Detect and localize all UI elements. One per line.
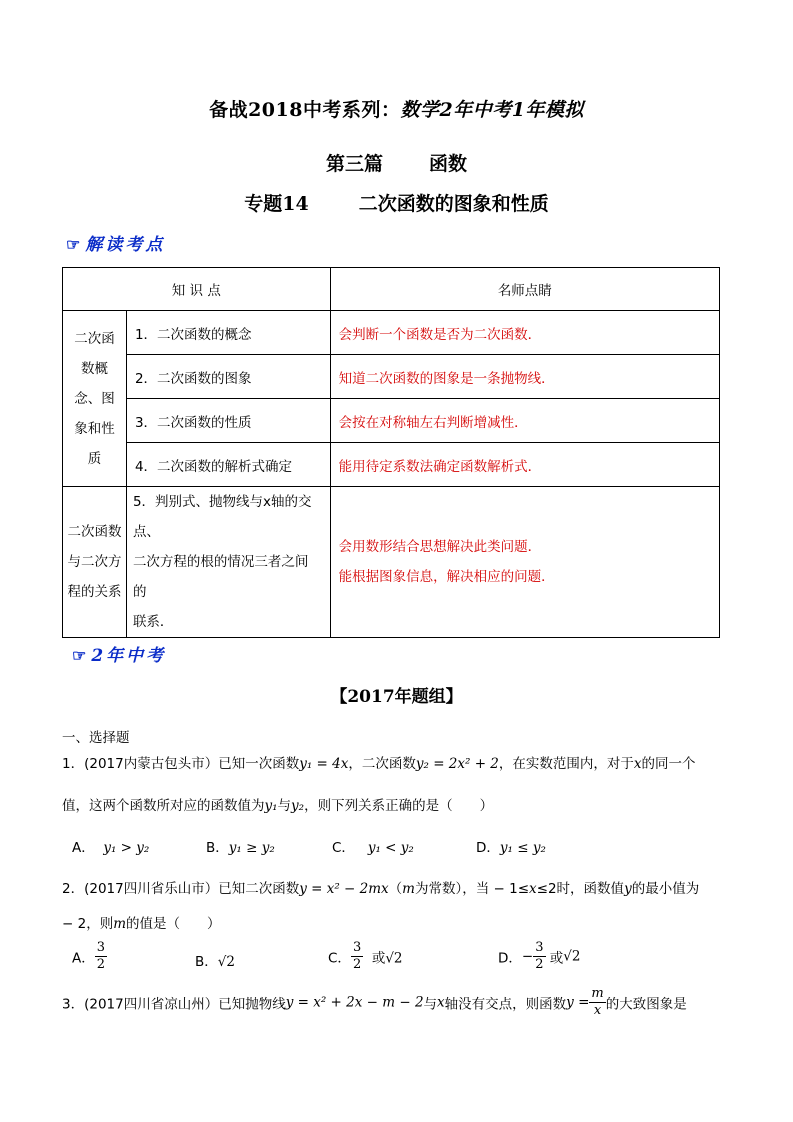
knowledge-point: 4．二次函数的解析式确定 [126,443,330,487]
table-row [63,487,720,638]
header-teacher-tips: 名师点睛 [330,268,719,311]
section-label: 2年中考 [91,646,167,666]
pointing-hand-icon: ☞ [66,235,84,254]
topic-number: 专题14 [244,193,309,215]
teacher-tip: 会用数形结合思想解决此类问题． 能根据图象信息，解决相应的问题． [330,487,719,638]
title-main: 备战2018中考系列： [209,99,401,121]
option-a[interactable]: A． y₁ > y₂ [72,840,150,856]
topic-name: 二次函数的图象和性质 [358,193,549,215]
table-row [63,355,720,399]
topic-heading [0,189,793,216]
section-interpret-points [66,230,165,255]
knowledge-point: 5．判别式、抛物线与x轴的交点、 二次方程的根的情况三者之间的 联系． [126,487,330,638]
group-title: 【2017年题组】 [330,687,463,707]
knowledge-point: 1．二次函数的概念 [126,311,330,355]
knowledge-point: 3．二次函数的性质 [126,399,330,443]
section-two-years-exam [72,641,166,666]
section-label: 解读考点 [85,235,166,255]
fraction-m-over-x: $\frac{m}{x}$ [591,986,604,1018]
question-1-line-1: 1．(2017内蒙古包头市）已知一次函数y₁ = 4x，二次函数y₂ = 2x² + 2，在实数范围内，对于x的同一个 [62,756,696,772]
knowledge-table [62,267,720,638]
document-title [0,95,793,122]
teacher-tip: 知道二次函数的图象是一条抛物线． [330,355,719,399]
option-b[interactable]: B．y₁ ≥ y₂ [206,840,275,856]
part-number: 第三篇 [325,153,383,175]
equation: y = x² − 2mx [299,881,389,897]
teacher-tip: 能用待定系数法确定函数解析式． [330,443,719,487]
teacher-tip: 会判断一个函数是否为二次函数． [330,311,719,355]
title-sub: 数学2年中考1年模拟 [400,99,584,121]
question-2-line-1: 2．(2017四川省乐山市）已知二次函数y = x² − 2mx（m为常数），当 − 1≤x≤2时，函数值y的最小值为 [62,881,700,897]
table-header-row [63,268,720,311]
option-a[interactable]: A． $\frac{3}{2}$ [72,940,106,972]
equation: y = x² + 2x − m − 2 [285,994,424,1011]
part-name: 函数 [429,153,468,175]
question-1-line-2: 值，这两个函数所对应的函数值为y₁与y₂，则下列关系正确的是（ ） [62,798,494,814]
knowledge-point: 2．二次函数的图象 [126,355,330,399]
question-3-line-1: 3．(2017四川省凉山州）已知抛物线y = x² + 2x − m − 2与x轴没有交点，则函数y = $\frac{m}{x}$ 的大致图象是 [62,986,687,1018]
pointing-hand-icon: ☞ [72,646,90,665]
equation: y₂ = 2x² + 2 [415,756,499,772]
option-b[interactable]: B．√2 [195,954,235,970]
header-knowledge-point: 知 识 点 [63,268,331,311]
option-d[interactable]: D．y₁ ≤ y₂ [476,840,546,856]
category-equation-relation: 二次函数 与二次方 程的关系 [63,487,127,638]
option-c[interactable]: C． y₁ < y₂ [332,840,414,856]
table-row [63,399,720,443]
option-c[interactable]: C． $\frac{3}{2}$ 或√2 [328,940,403,972]
part-label: 一、选择题 [62,730,130,746]
table-row [63,311,720,355]
teacher-tip: 会按在对称轴左右判断增减性． [330,399,719,443]
equation: y₁ = 4x [299,756,349,772]
question-2-options [72,940,612,980]
option-d[interactable]: D．− $\frac{3}{2}$ 或√2 [498,940,581,972]
question-2-line-2: − 2，则m的值是（ ） [62,916,221,932]
category-concept-graph-property: 二次函 数概 念、图 象和性 质 [63,311,127,487]
part-heading [0,149,793,176]
table-row [63,443,720,487]
